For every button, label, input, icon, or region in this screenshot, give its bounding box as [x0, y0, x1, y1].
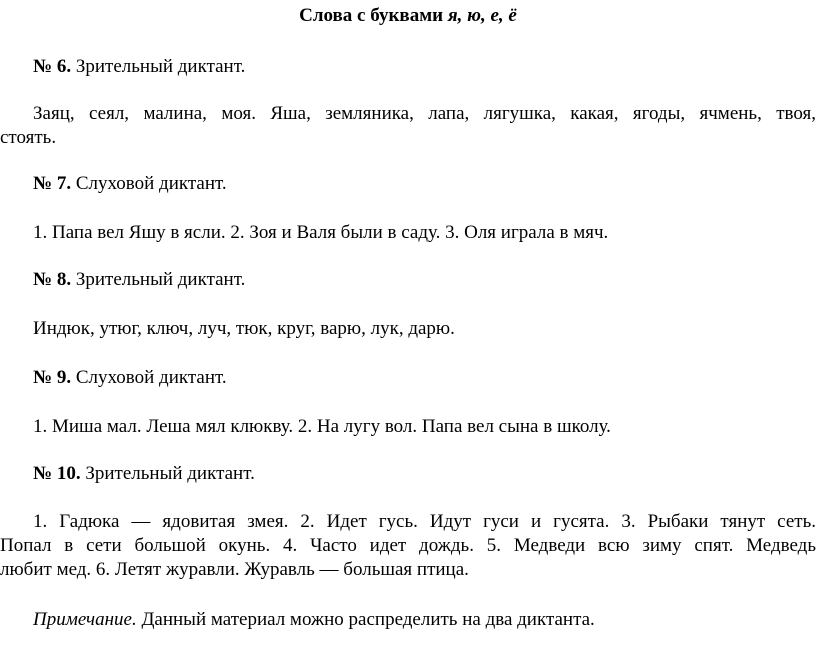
text-line: 1. Гадюка — ядовитая змея. 2. Идет гусь. Идут гуси и гусята. 3. Рыбаки тянут сеть. [33, 511, 816, 532]
section-number: № 8. [33, 269, 72, 290]
section-number: № 6. [33, 56, 72, 77]
text-line: любит мед. 6. Летят журавли. Журавль — большая птица. [0, 559, 469, 580]
note-label: Примечание. [33, 609, 137, 630]
section-heading-6 [33, 55, 245, 79]
page-title [0, 4, 816, 28]
section-heading-8 [33, 268, 245, 292]
section-heading-text: Зрительный диктант. [75, 269, 246, 290]
section-body-6 [0, 102, 816, 150]
section-heading-7 [33, 172, 227, 196]
note [33, 608, 595, 632]
title-letters: я, ю, е, ё [447, 5, 517, 26]
section-heading-text: Зрительный диктант. [85, 463, 255, 484]
section-number: № 9. [33, 367, 72, 388]
text-line: Заяц, сеял, малина, моя. Яша, земляника, лапа, лягушка, какая, ягоды, ячмень, твоя, [33, 103, 816, 124]
section-number: № 10. [33, 463, 81, 484]
section-body-7 [33, 221, 608, 245]
text-line: Индюк, утюг, ключ, луч, тюк, круг, варю, лук, дарю. [33, 318, 455, 339]
section-body-8 [33, 317, 455, 341]
text-line: Попал в сети большой окунь. 4. Часто идет дождь. 5. Медведи всю зиму спят. Медведь [0, 535, 816, 556]
text-line: стоять. [0, 127, 57, 148]
section-heading-text: Слуховой диктант. [75, 173, 227, 194]
section-body-10 [0, 510, 816, 582]
section-body-9 [33, 415, 611, 439]
section-heading-9 [33, 366, 227, 390]
section-heading-text: Зрительный диктант. [75, 56, 246, 77]
note-text: Данный материал можно распределить на два диктанта. [136, 609, 595, 630]
text-line: 1. Миша мал. Леша мял клюкву. 2. На лугу вол. Папа вел сына в школу. [33, 416, 611, 437]
section-heading-text: Слуховой диктант. [75, 367, 227, 388]
title-prefix: Слова с буквами [299, 5, 448, 26]
section-number: № 7. [33, 173, 72, 194]
section-heading-10 [33, 462, 255, 486]
text-line: 1. Папа вел Яшу в ясли. 2. Зоя и Валя были в саду. 3. Оля играла в мяч. [33, 222, 609, 243]
